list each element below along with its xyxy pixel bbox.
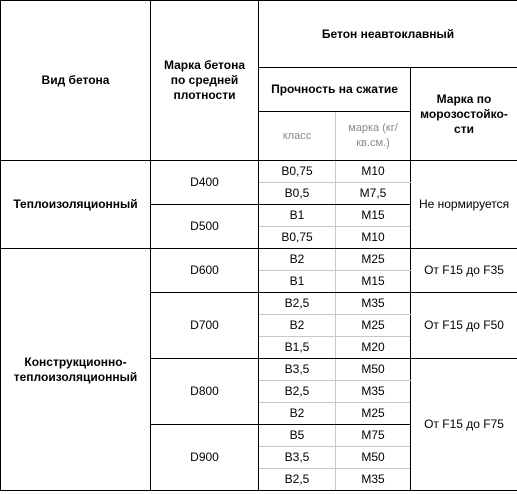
class-cell: B3,5 <box>259 447 336 469</box>
class-cell: B1 <box>259 271 336 293</box>
grade-cell: M50 <box>336 447 411 469</box>
grade-cell: M35 <box>336 381 411 403</box>
density-grade-cell: D900 <box>151 425 259 491</box>
table-row <box>1 249 517 271</box>
class-cell: B1,5 <box>259 337 336 359</box>
header-grade: марка (кг/кв.см.) <box>336 112 411 161</box>
grade-cell: M25 <box>336 403 411 425</box>
class-cell: B5 <box>259 425 336 447</box>
grade-cell: M50 <box>336 359 411 381</box>
class-cell: B3,5 <box>259 359 336 381</box>
class-cell: B1 <box>259 205 336 227</box>
grade-cell: M25 <box>336 249 411 271</box>
class-cell: B2 <box>259 403 336 425</box>
class-cell: B0,75 <box>259 161 336 183</box>
header-frost: Марка по морозостойко-сти <box>411 68 517 161</box>
header-class: класс <box>259 112 336 161</box>
class-cell: B2 <box>259 249 336 271</box>
concrete-type-cell: Теплоизоляционный <box>1 161 151 249</box>
density-grade-cell: D500 <box>151 205 259 249</box>
table-row <box>1 161 517 183</box>
header-type: Вид бетона <box>1 1 151 161</box>
class-cell: B0,5 <box>259 183 336 205</box>
grade-cell: M10 <box>336 161 411 183</box>
concrete-type-cell: Конструкционно-теплоизоляционный <box>1 249 151 491</box>
grade-cell: M15 <box>336 205 411 227</box>
grade-cell: M35 <box>336 293 411 315</box>
grade-cell: M25 <box>336 315 411 337</box>
grade-cell: M75 <box>336 425 411 447</box>
grade-cell: M10 <box>336 227 411 249</box>
density-grade-cell: D600 <box>151 249 259 293</box>
frost-grade-cell: От F15 до F50 <box>411 293 517 359</box>
grade-cell: M35 <box>336 469 411 491</box>
header-concrete-group: Бетон неавтоклавный <box>259 1 517 68</box>
grade-cell: M20 <box>336 337 411 359</box>
frost-grade-cell: Не нормируется <box>411 161 517 249</box>
density-grade-cell: D400 <box>151 161 259 205</box>
grade-cell: M15 <box>336 271 411 293</box>
class-cell: B0,75 <box>259 227 336 249</box>
grade-cell: M7,5 <box>336 183 411 205</box>
frost-grade-cell: От F15 до F35 <box>411 249 517 293</box>
class-cell: B2,5 <box>259 469 336 491</box>
class-cell: B2,5 <box>259 381 336 403</box>
density-grade-cell: D800 <box>151 359 259 425</box>
class-cell: B2 <box>259 315 336 337</box>
class-cell: B2,5 <box>259 293 336 315</box>
table-body <box>1 161 517 491</box>
header-density-grade: Марка бетона по средней плотности <box>151 1 259 161</box>
density-grade-cell: D700 <box>151 293 259 359</box>
frost-grade-cell: От F15 до F75 <box>411 359 517 491</box>
header-strength: Прочность на сжатие <box>259 68 411 112</box>
